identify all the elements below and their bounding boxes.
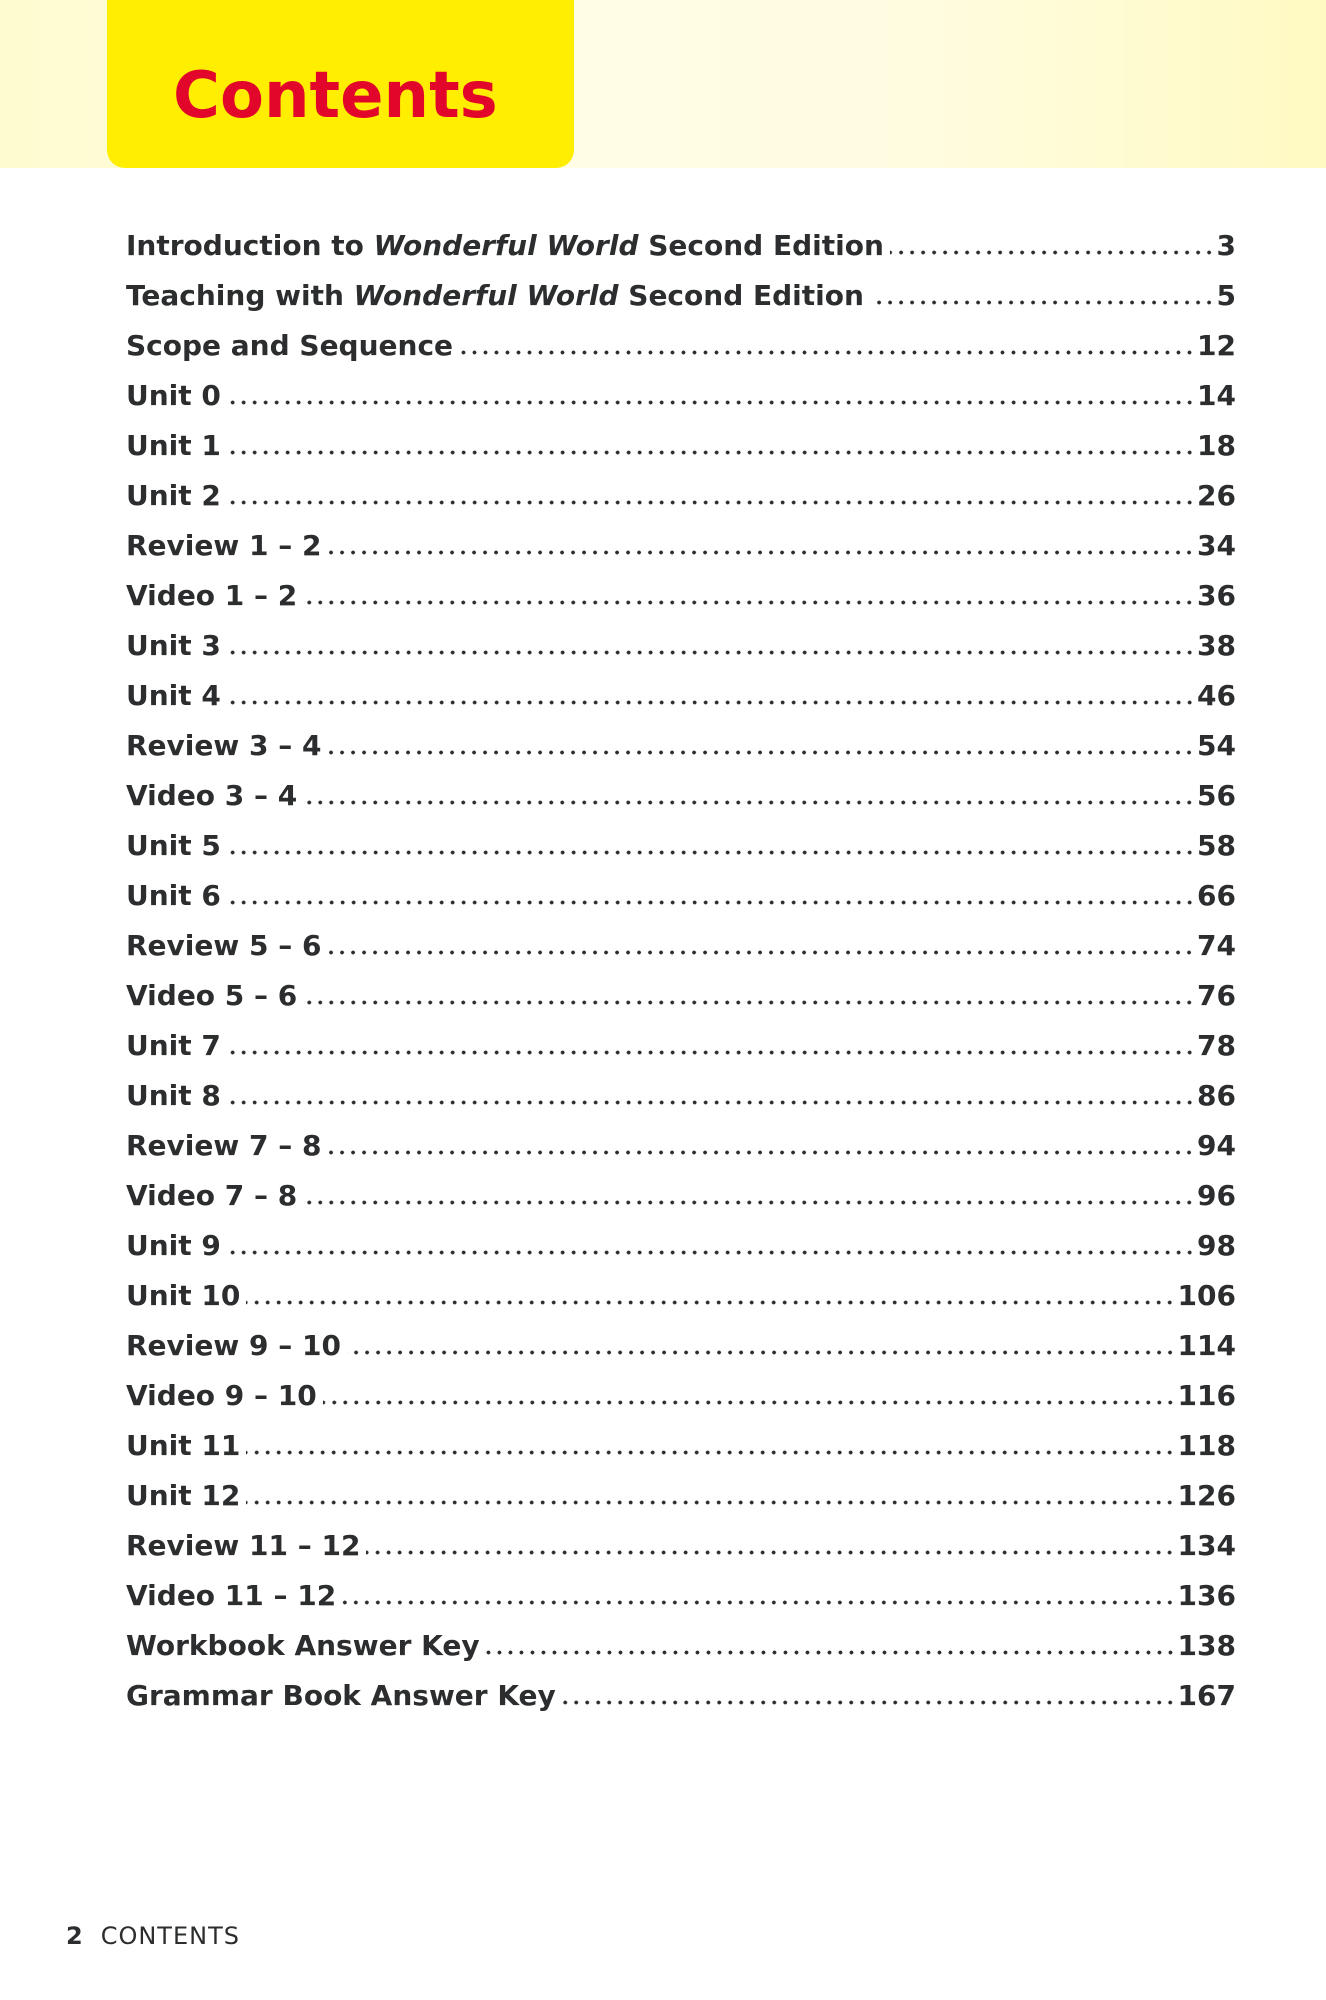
toc-entry-page: 58 [1197,829,1236,862]
toc-entry-title-text: Introduction to [126,229,374,262]
toc-entry [126,1616,1236,1666]
dot-leader [303,798,1195,807]
toc-entry [126,516,1236,566]
toc-entry [126,916,1236,966]
toc-entry [126,1366,1236,1416]
toc-entry-page: 36 [1197,579,1236,612]
toc-entry [126,316,1236,366]
toc-entry [126,366,1236,416]
toc-entry-page: 118 [1177,1429,1236,1462]
toc-entry-page: 126 [1177,1479,1236,1512]
toc-entry-title [126,1076,227,1116]
toc-entry-title [126,1376,323,1416]
toc-entry-title-text: Unit 12 [126,1479,241,1512]
dot-leader [227,898,1195,907]
toc-entry [126,266,1236,316]
dot-leader [227,1098,1195,1107]
toc-entry-page: 98 [1197,1229,1236,1262]
dot-leader [323,1398,1176,1407]
toc-entry-title [126,376,227,416]
toc-entry-title-text: Unit 7 [126,1029,221,1062]
page-title: Contents [173,59,498,133]
dot-leader [227,448,1195,457]
title-tab [107,0,574,168]
dot-leader [227,848,1195,857]
toc-entry-title-text: Teaching with [126,279,354,312]
toc-entry-page: 14 [1197,379,1236,412]
table-of-contents [126,216,1236,1716]
toc-entry-page: 74 [1197,929,1236,962]
toc-entry-title [126,1526,366,1566]
page-number: 2 [66,1922,83,1950]
toc-entry [126,1166,1236,1216]
toc-entry-title-text: Unit 3 [126,629,221,662]
toc-entry [126,466,1236,516]
toc-entry-title [126,876,227,916]
toc-entry-title-text: Video 9 – 10 [126,1379,317,1412]
toc-entry-page: 78 [1197,1029,1236,1062]
toc-entry-title-text: Video 1 – 2 [126,579,298,612]
toc-entry-page: 138 [1177,1629,1236,1662]
toc-entry-title-italic: Wonderful World [373,229,639,262]
toc-entry [126,966,1236,1016]
toc-entry-title [126,1476,246,1516]
toc-entry-title-text: Review 9 – 10 [126,1329,341,1362]
dot-leader [366,1548,1175,1557]
dot-leader [227,648,1195,657]
toc-entry [126,1516,1236,1566]
toc-entry-title [126,676,227,716]
toc-entry-page: 94 [1197,1129,1236,1162]
toc-entry [126,1116,1236,1166]
toc-entry-title-text: Video 3 – 4 [126,779,298,812]
toc-entry-page: 12 [1197,329,1236,362]
dot-leader [342,1598,1175,1607]
dot-leader [459,348,1195,357]
dot-leader [486,1648,1176,1657]
toc-entry-title [126,976,303,1016]
toc-entry-page: 76 [1197,979,1236,1012]
toc-entry-title-suffix: Second Edition [618,279,864,312]
toc-entry [126,1666,1236,1716]
toc-entry-title [126,826,227,866]
toc-entry [126,716,1236,766]
toc-entry-page: 66 [1197,879,1236,912]
toc-entry [126,1316,1236,1366]
toc-entry-title [126,476,227,516]
toc-entry [126,1266,1236,1316]
toc-entry-title-text: Review 3 – 4 [126,729,322,762]
toc-entry-title [126,776,303,816]
toc-entry [126,1216,1236,1266]
toc-entry-title-text: Review 1 – 2 [126,529,322,562]
page-footer [66,1918,240,1954]
toc-entry-title [126,276,870,316]
toc-entry-title [126,226,890,266]
toc-entry-title [126,526,327,566]
toc-entry-page: 38 [1197,629,1236,662]
toc-entry-page: 106 [1177,1279,1236,1312]
dot-leader [227,398,1195,407]
dot-leader [303,998,1195,1007]
toc-entry-title-text: Review 5 – 6 [126,929,322,962]
toc-entry-title [126,1026,227,1066]
toc-entry-title-text: Grammar Book Answer Key [126,1679,556,1712]
toc-entry-title-text: Scope and Sequence [126,329,454,362]
toc-entry-title [126,1226,227,1266]
toc-entry-page: 114 [1177,1329,1236,1362]
toc-entry-title [126,1676,562,1716]
toc-entry-title-text: Unit 0 [126,379,221,412]
toc-entry-title-text: Unit 2 [126,479,221,512]
toc-entry-page: 116 [1177,1379,1236,1412]
toc-entry-title-text: Unit 5 [126,829,221,862]
toc-entry [126,216,1236,266]
dot-leader [227,498,1195,507]
footer-label: CONTENTS [100,1922,240,1950]
toc-entry-page: 86 [1197,1079,1236,1112]
toc-entry-page: 18 [1197,429,1236,462]
dot-leader [327,1148,1195,1157]
toc-entry-page: 167 [1177,1679,1236,1712]
toc-entry [126,866,1236,916]
dot-leader [227,698,1195,707]
dot-leader [303,1198,1195,1207]
dot-leader [227,1048,1195,1057]
toc-entry-title [126,326,459,366]
toc-entry-page: 34 [1197,529,1236,562]
toc-entry-page: 26 [1197,479,1236,512]
toc-entry-title-text: Unit 11 [126,1429,241,1462]
toc-entry-title-text: Unit 1 [126,429,221,462]
toc-entry-title [126,1276,246,1316]
toc-entry [126,1566,1236,1616]
toc-entry-page: 54 [1197,729,1236,762]
toc-entry-title [126,1326,347,1366]
toc-entry [126,416,1236,466]
toc-entry-title-italic: Wonderful World [353,279,619,312]
toc-entry [126,1016,1236,1066]
toc-entry-title-text: Unit 8 [126,1079,221,1112]
toc-entry-title [126,626,227,666]
toc-entry [126,1466,1236,1516]
toc-entry-title [126,726,327,766]
dot-leader [562,1698,1176,1707]
toc-entry [126,666,1236,716]
toc-entry-page: 5 [1216,279,1236,312]
toc-entry-title [126,1576,342,1616]
toc-entry-title-text: Unit 10 [126,1279,241,1312]
dot-leader [246,1448,1175,1457]
dot-leader [870,298,1215,307]
toc-entry-title [126,576,303,616]
toc-entry-page: 96 [1197,1179,1236,1212]
toc-entry-title [126,1626,486,1666]
toc-entry [126,616,1236,666]
toc-entry-title-text: Unit 6 [126,879,221,912]
toc-entry [126,816,1236,866]
toc-entry-page: 56 [1197,779,1236,812]
toc-entry-title-text: Video 7 – 8 [126,1179,298,1212]
toc-entry-title [126,1426,246,1466]
toc-entry-title-text: Workbook Answer Key [126,1629,480,1662]
dot-leader [303,598,1195,607]
toc-entry-page: 3 [1216,229,1236,262]
toc-entry-title-suffix: Second Edition [638,229,884,262]
dot-leader [327,548,1195,557]
toc-entry-title [126,426,227,466]
toc-entry-title-text: Review 7 – 8 [126,1129,322,1162]
toc-entry-title [126,1176,303,1216]
toc-entry-title-text: Unit 4 [126,679,221,712]
toc-entry [126,1416,1236,1466]
toc-entry [126,566,1236,616]
toc-entry-page: 136 [1177,1579,1236,1612]
toc-entry-page: 46 [1197,679,1236,712]
toc-entry-title-text: Video 5 – 6 [126,979,298,1012]
toc-entry [126,766,1236,816]
dot-leader [227,1248,1195,1257]
dot-leader [246,1298,1175,1307]
toc-entry [126,1066,1236,1116]
dot-leader [327,748,1195,757]
toc-entry-title-text: Video 11 – 12 [126,1579,337,1612]
dot-leader [890,248,1215,257]
toc-entry-title [126,926,327,966]
dot-leader [246,1498,1175,1507]
toc-entry-page: 134 [1177,1529,1236,1562]
dot-leader [347,1348,1176,1357]
toc-entry-title [126,1126,327,1166]
toc-entry-title-text: Review 11 – 12 [126,1529,361,1562]
dot-leader [327,948,1195,957]
toc-entry-title-text: Unit 9 [126,1229,221,1262]
